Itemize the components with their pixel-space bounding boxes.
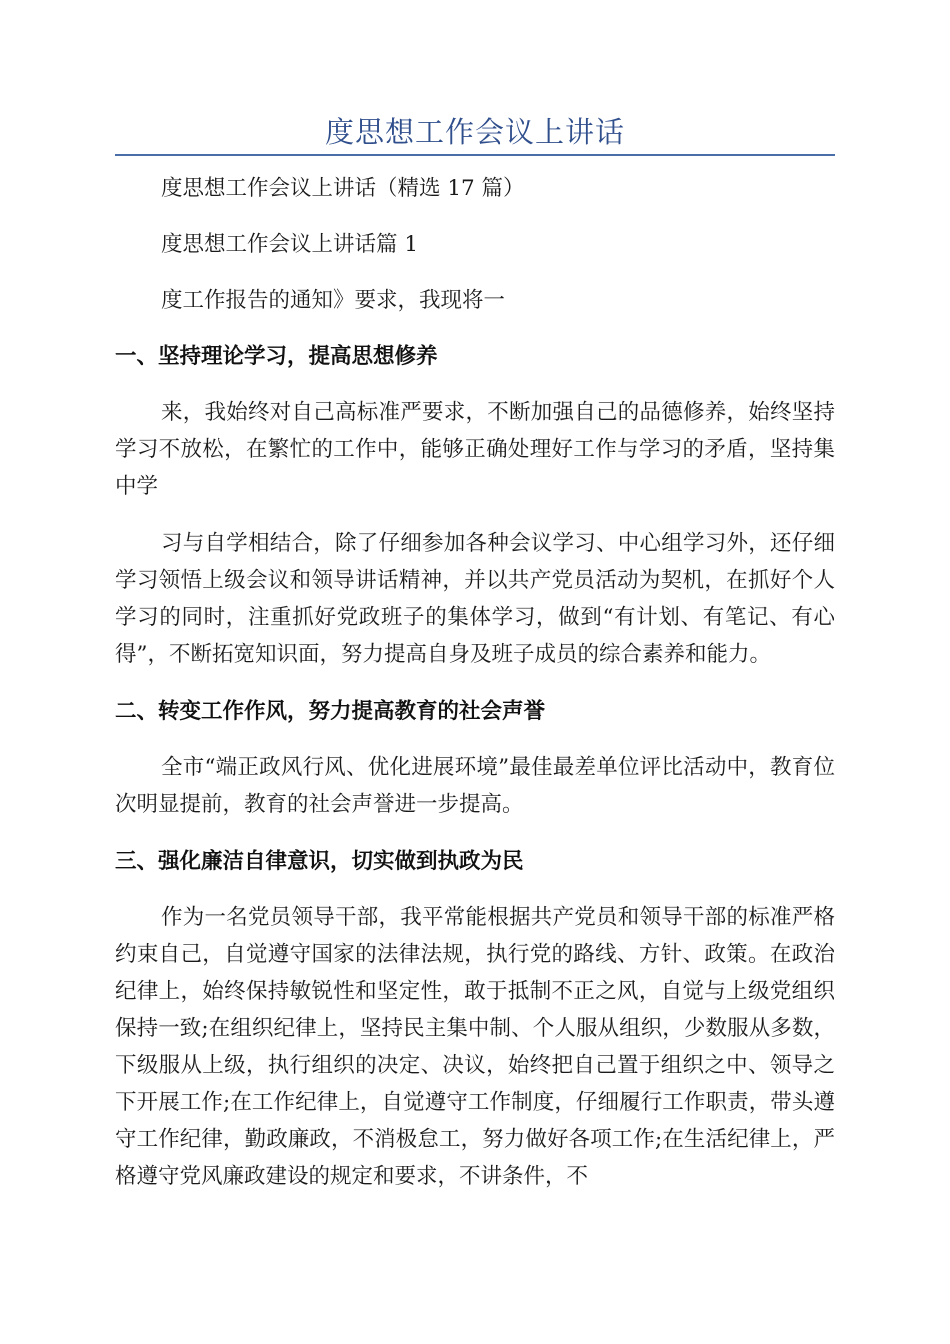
paragraph-subtitle: 度思想工作会议上讲话（精选 17 篇） xyxy=(161,176,525,201)
paragraph-section3: 作为一名党员领导干部，我平常能根据共产党员和领导干部的标准严格约束自己，自觉遵守国家的法律法规，执行党的路线、方针、政策。在政治纪律上，始终保持敏锐性和坚定性，敢于抵制不正之风，自觉与上级党组织保持一致;在组织纪律上，坚持民主集中制、个人服从组织，少数服从多数，下级服从上级，执行组织的决定、决议，始终把自己置于组织之中、领导之下开展工作;在工作纪律上，自觉遵守工作制度，仔细履行工作职责，带头遵守工作纪律，勤政廉政，不消极怠工，努力做好各项工作;在生活纪律上，严格遵守党风廉政建设的规定和要求，不讲条件，不 xyxy=(115,905,835,1189)
paragraph-article-heading: 度思想工作会议上讲话篇 1 xyxy=(161,232,419,257)
section-heading-2: 二、转变工作作风，努力提高教育的社会声誉 xyxy=(115,699,546,724)
title-underline xyxy=(115,154,835,156)
paragraph-section1-a: 来，我始终对自己高标准严要求，不断加强自己的品德修养，始终坚持学习不放松，在繁忙的工作中，能够正确处理好工作与学习的矛盾，坚持集中学 xyxy=(115,400,835,499)
paragraph-intro: 度工作报告的通知》要求，我现将一 xyxy=(161,288,506,313)
document-title: 度思想工作会议上讲话 xyxy=(324,115,625,149)
document-body xyxy=(115,170,835,1215)
section-heading-1: 一、坚持理论学习，提高思想修养 xyxy=(115,344,438,369)
paragraph-section1-b: 习与自学相结合，除了仔细参加各种会议学习、中心组学习外，还仔细学习领悟上级会议和领导讲话精神，并以共产党员活动为契机，在抓好个人学习的同时，注重抓好党政班子的集体学习，做到“有计划、有笔记、有心得”，不断拓宽知识面，努力提高自身及班子成员的综合素养和能力。 xyxy=(115,531,835,667)
section-heading-3: 三、强化廉洁自律意识，切实做到执政为民 xyxy=(115,849,524,874)
paragraph-section2: 全市“端正政风行风、优化进展环境”最佳最差单位评比活动中，教育位次明显提前，教育的社会声誉进一步提高。 xyxy=(115,755,835,817)
